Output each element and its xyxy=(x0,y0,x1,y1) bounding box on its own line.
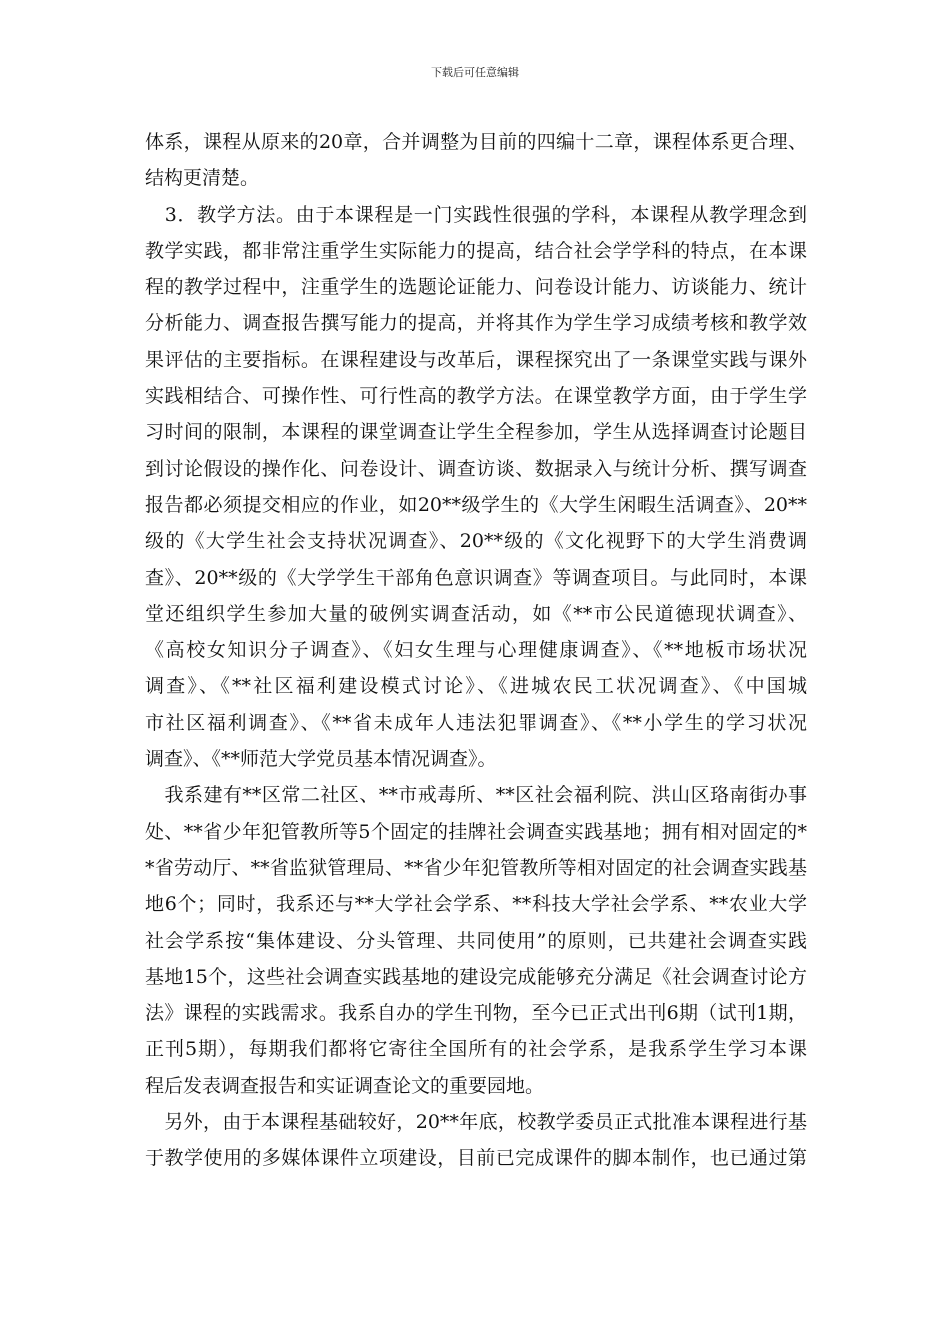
text-line: *省劳动厅、**省监狱管理局、**省少年犯管教所等相对固定的社会调查实践基 xyxy=(145,856,807,879)
text-line: 实践相结合、可操作性、可行性高的教学方法。在课堂教学方面，由于学生学 xyxy=(145,385,807,408)
text-line: 查》、20**级的《大学学生干部角色意识调查》等调查项目。与此同时，本课 xyxy=(145,566,807,589)
text-line: 我系建有**区常二社区、**市戒毒所、**区社会福利院、洪山区珞南街办事 xyxy=(145,784,807,807)
text-line: 教学实践，都非常注重学生实际能力的提高，结合社会学学科的特点，在本课 xyxy=(145,239,807,262)
text-line: 市社区福利调查》、《**省未成年人违法犯罪调查》、《**小学生的学习状况 xyxy=(145,711,807,734)
text-line: 正刊5期），每期我们都将它寄往全国所有的社会学系，是我系学生学习本课 xyxy=(145,1038,807,1061)
text-line: 结构更清楚。 xyxy=(145,167,260,190)
text-line: 调查》、《**师范大学党员基本情况调查》。 xyxy=(145,748,497,771)
page-header: 下载后可任意编辑 xyxy=(431,66,519,79)
text-line: 程后发表调查报告和实证调查论文的重要园地。 xyxy=(145,1074,545,1097)
text-line: 基地15个，这些社会调查实践基地的建设完成能够充分满足《社会调查讨论方 xyxy=(145,965,807,988)
text-line: 3．教学方法。由于本课程是一门实践性很强的学科，本课程从教学理念到 xyxy=(145,203,807,226)
text-line: 地6个；同时，我系还与**大学社会学系、**科技大学社会学系、**农业大学 xyxy=(145,893,807,916)
text-line: 调查》、《**社区福利建设模式讨论》、《进城农民工状况调查》、《中国城 xyxy=(145,675,807,698)
text-line: 法》课程的实践需求。我系自办的学生刊物，至今已正式出刊6期（试刊1期， xyxy=(145,1002,807,1025)
document-body xyxy=(145,124,807,1177)
text-line: 堂还组织学生参加大量的破例实调查活动，如《**市公民道德现状调查》、 xyxy=(145,602,807,625)
text-line: 分析能力、调查报告撰写能力的提高，并将其作为学生学习成绩考核和教学效 xyxy=(145,312,807,335)
text-line: 另外，由于本课程基础较好，20**年底，校教学委员正式批准本课程进行基 xyxy=(145,1111,807,1134)
text-line: 处、**省少年犯管教所等5个固定的挂牌社会调查实践基地；拥有相对固定的* xyxy=(145,820,807,843)
text-line: 体系，课程从原来的20章，合并调整为目前的四编十二章，课程体系更合理、 xyxy=(145,131,807,153)
text-line: 报告都必须提交相应的作业，如20**级学生的《大学生闲暇生活调查》、20** xyxy=(145,493,807,516)
text-line: 社会学系按“集体建设、分头管理、共同使用”的原则，已共建社会调查实践 xyxy=(145,929,807,952)
text-line: 级的《大学生社会支持状况调查》、20**级的《文化视野下的大学生消费调 xyxy=(145,530,807,553)
text-line: 到讨论假设的操作化、问卷设计、调查访谈、数据录入与统计分析、撰写调查 xyxy=(145,457,807,480)
text-line: 习时间的限制，本课程的课堂调查让学生全程参加，学生从选择调查讨论题目 xyxy=(145,421,807,444)
text-line: 程的教学过程中，注重学生的选题论证能力、问卷设计能力、访谈能力、统计 xyxy=(145,276,807,299)
text-line: 《高校女知识分子调查》、《妇女生理与心理健康调查》、《**地板市场状况 xyxy=(145,639,807,662)
text-line: 于教学使用的多媒体课件立项建设，目前已完成课件的脚本制作，也已通过第 xyxy=(145,1147,807,1170)
text-line: 果评估的主要指标。在课程建设与改革后，课程探究出了一条课堂实践与课外 xyxy=(145,348,807,371)
